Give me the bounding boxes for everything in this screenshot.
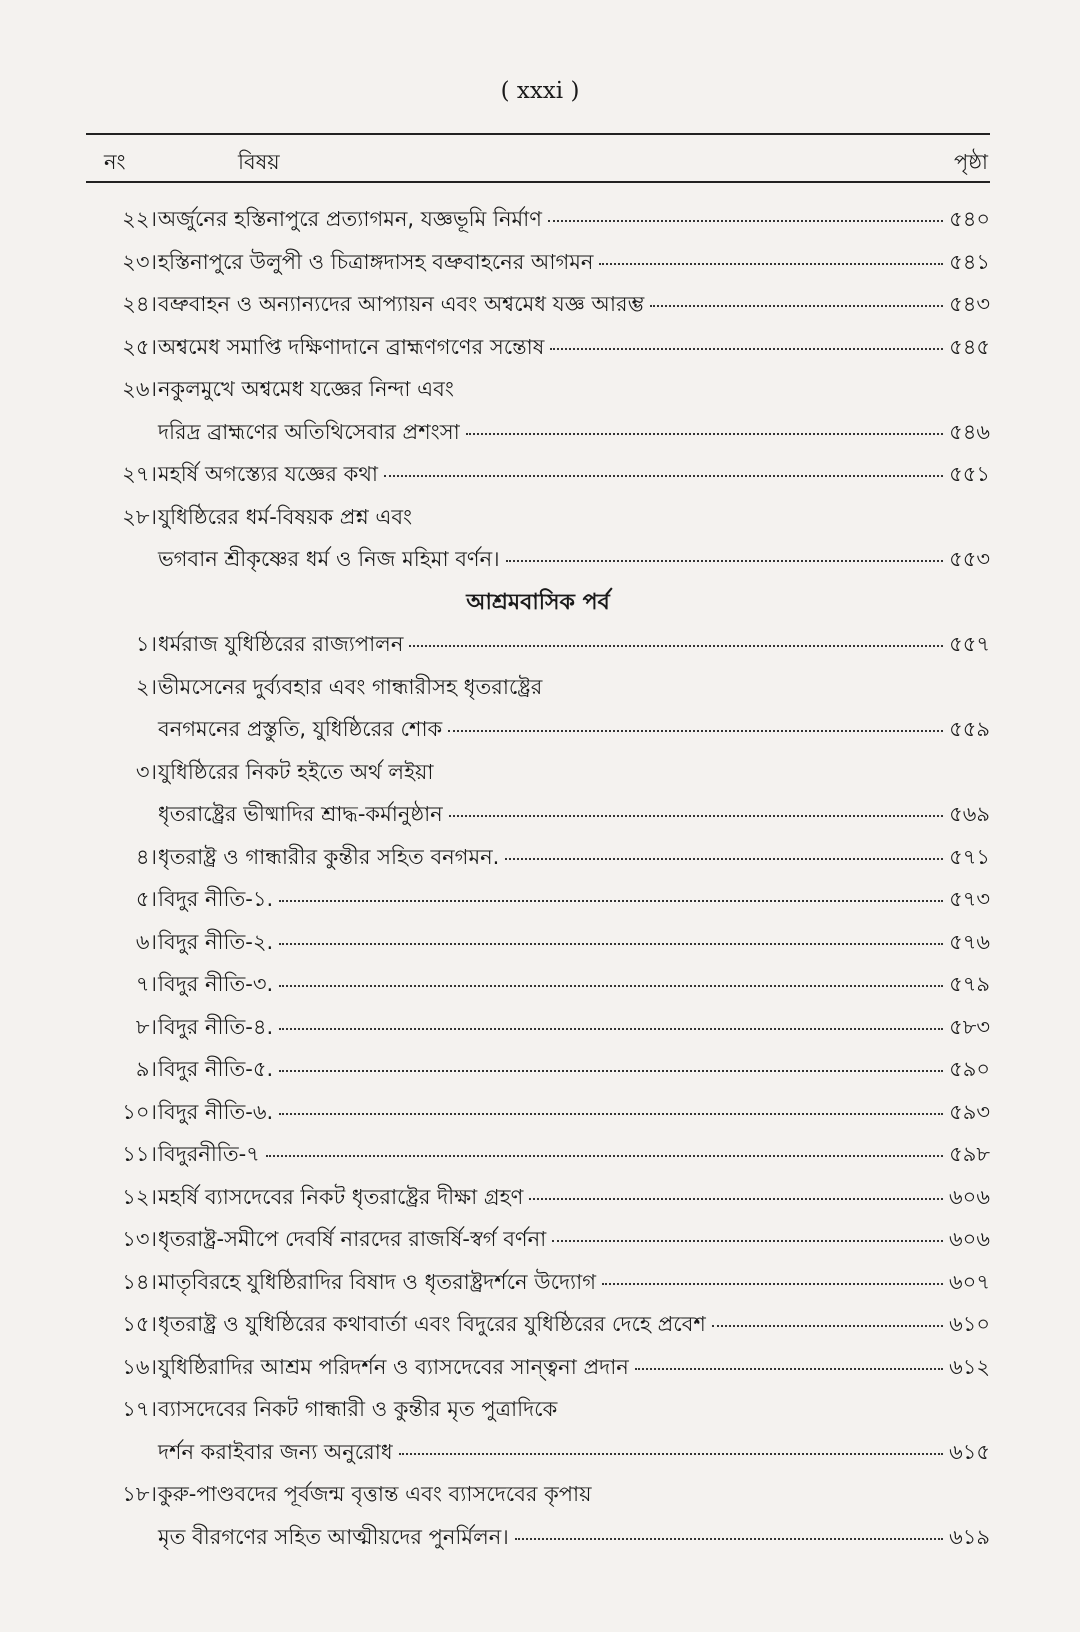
entry-title: বভ্রুবাহন ও অন্যান্যদের আপ্যায়ন এবং অশ্বমেধ যজ্ঞ আরম্ভ — [158, 292, 645, 316]
entry-number: ৫। — [135, 887, 157, 911]
entry-title: মহর্ষি ব্যাসদেবের নিকট ধৃতরাষ্ট্রের দীক্ষা গ্রহণ — [158, 1184, 524, 1209]
entry-number: ৬। — [135, 929, 157, 954]
entry-number: ১৪। — [122, 1269, 157, 1294]
entry-row — [158, 1010, 990, 1044]
entry-row — [158, 1137, 990, 1171]
section-title: আশ্রমবাসিক পর্ব — [466, 589, 610, 615]
entry-page: ৬০৬ — [949, 1227, 990, 1251]
entry-row — [158, 670, 990, 704]
toc-entry-continuation — [86, 710, 990, 753]
entry-page: ৫৪৫ — [949, 334, 990, 359]
entry-page: ৬১০ — [949, 1312, 990, 1336]
entry-number: ১৮। — [122, 1482, 157, 1506]
entry-row — [158, 245, 990, 279]
toc-entry — [86, 1050, 990, 1093]
entry-page: ৬০৭ — [949, 1269, 990, 1294]
entry-number: ৩। — [135, 759, 157, 784]
entry-page: ৫৪১ — [949, 249, 990, 274]
entry-title: মাতৃবিরহে যুধিষ্ঠিরাদির বিষাদ ও ধৃতরাষ্ট্রদর্শনে উদ্যোগ — [158, 1269, 597, 1294]
entry-number: ১৩। — [122, 1227, 157, 1251]
entry-page: ৫৯৮ — [949, 1142, 990, 1166]
toc-entry — [86, 1475, 990, 1518]
entry-row — [158, 1095, 990, 1129]
entry-row — [158, 1435, 990, 1469]
header-top-rule — [86, 133, 990, 135]
toc-entry — [86, 285, 990, 328]
entry-row — [158, 1477, 990, 1511]
toc-entry — [86, 243, 990, 286]
entry-title: কুরু-পাণ্ডবদের পূর্বজন্ম বৃত্তান্ত এবং ব্যাসদেবের কৃপায় — [158, 1482, 592, 1506]
toc-entry — [86, 923, 990, 966]
dot-leader — [279, 985, 943, 987]
entry-number: ২৪। — [122, 292, 157, 316]
dot-leader — [279, 1070, 943, 1072]
dot-leader — [650, 305, 943, 307]
dot-leader — [279, 900, 943, 902]
dot-leader — [712, 1325, 943, 1327]
entry-title: বিদুর নীতি-২. — [158, 929, 274, 954]
entry-title: ধৃতরাষ্ট্র ও গান্ধারীর কুন্তীর সহিত বনগমন. — [158, 844, 500, 869]
entry-title: ভীমসেনের দুর্ব্যবহার এবং গান্ধারীসহ ধৃতরাষ্ট্রের — [158, 674, 543, 699]
entry-page: ৫৪৩ — [949, 292, 990, 316]
entry-title: বিদুর নীতি-৪. — [158, 1014, 274, 1039]
entry-title-continued: মৃত বীরগণের সহিত আত্মীয়দের পুনর্মিলন। — [158, 1524, 509, 1549]
toc-entry — [86, 498, 990, 541]
entry-title: ধর্মরাজ যুধিষ্ঠিরের রাজ্যপালন — [158, 632, 404, 656]
entry-page: ৫৫১ — [949, 462, 990, 486]
dot-leader — [399, 1453, 943, 1455]
entry-title: বিদুরনীতি-৭ — [158, 1142, 260, 1166]
entry-row — [158, 1222, 990, 1256]
entry-title: অশ্বমেধ সমাপ্তি দক্ষিণাদানে ব্রাহ্মণগণের সন্তোষ — [158, 334, 545, 359]
dot-leader — [505, 858, 943, 860]
entry-row — [158, 755, 990, 789]
toc-entry — [86, 1178, 990, 1221]
dot-leader — [548, 220, 943, 222]
dot-leader — [550, 348, 943, 350]
toc-entry — [86, 1263, 990, 1306]
entry-row — [158, 967, 990, 1001]
entry-title-continued: ধৃতরাষ্ট্রের ভীষ্মাদির শ্রাদ্ধ-কর্মানুষ্ঠান — [158, 802, 443, 826]
entry-title-continued: ভগবান শ্রীকৃষ্ণের ধর্ম ও নিজ মহিমা বর্ণন। — [158, 547, 500, 571]
entry-row — [158, 372, 990, 406]
entry-page: ৫৭১ — [949, 844, 990, 869]
entry-page: ৬১২ — [949, 1354, 990, 1379]
entry-number: ৯। — [135, 1057, 157, 1081]
entry-row — [158, 202, 990, 236]
entry-page: ৬০৬ — [949, 1184, 990, 1209]
entry-row — [158, 330, 990, 364]
dot-leader — [552, 1240, 943, 1242]
dot-leader — [449, 815, 943, 817]
entry-row — [158, 712, 990, 746]
toc-entry — [86, 1305, 990, 1348]
entry-page: ৬১৯ — [949, 1524, 990, 1549]
entry-title-continued: দরিদ্র ব্রাহ্মণের অতিথিসেবার প্রশংসা — [158, 419, 460, 444]
entry-row — [158, 1265, 990, 1299]
column-header-subject: বিষয় — [238, 150, 280, 174]
entry-number: ১৭। — [122, 1397, 157, 1421]
entry-row — [158, 925, 990, 959]
dot-leader — [448, 730, 943, 732]
entry-title: ব্যাসদেবের নিকট গান্ধারী ও কুন্তীর মৃত পুত্রাদিকে — [158, 1397, 558, 1421]
entry-row — [158, 1520, 990, 1554]
dot-leader — [635, 1368, 943, 1370]
entry-row — [158, 840, 990, 874]
entry-row — [158, 1392, 990, 1426]
toc-entry-continuation — [86, 413, 990, 456]
entry-title: যুধিষ্ঠিরের ধর্ম-বিষয়ক প্রশ্ন এবং — [158, 504, 413, 529]
column-header-page: পৃষ্ঠা — [953, 150, 988, 174]
entry-page: ৫৪০ — [949, 207, 990, 231]
page-number: ( xxxi ) — [500, 78, 580, 104]
toc-entry — [86, 1220, 990, 1263]
entry-title: মহর্ষি অগস্ত্যের যজ্ঞের কথা — [158, 462, 379, 486]
table-of-contents — [86, 200, 990, 1560]
entry-number: ১০। — [122, 1099, 157, 1124]
entry-title-continued: দর্শন করাইবার জন্য অনুরোধ — [158, 1439, 393, 1464]
toc-entry — [86, 625, 990, 668]
entry-title: ধৃতরাষ্ট্র ও যুধিষ্ঠিরের কথাবার্তা এবং বিদুরের যুধিষ্ঠিরের দেহে প্রবেশ — [158, 1312, 706, 1336]
entry-title-continued: বনগমনের প্রস্তুতি, যুধিষ্ঠিরের শোক — [158, 717, 443, 741]
entry-row — [158, 882, 990, 916]
entry-page: ৫৬৯ — [949, 802, 990, 826]
entry-number: ২৩। — [122, 249, 157, 274]
toc-entry — [86, 880, 990, 923]
entry-number: ২। — [135, 674, 157, 699]
entry-page: ৫৯০ — [949, 1057, 990, 1081]
toc-entry — [86, 965, 990, 1008]
entry-number: ২৮। — [122, 504, 157, 529]
entry-title: বিদুর নীতি-৬. — [158, 1099, 274, 1124]
toc-entry — [86, 370, 990, 413]
toc-entry — [86, 1135, 990, 1178]
entry-page: ৫৪৬ — [949, 419, 990, 444]
toc-entry-continuation — [86, 795, 990, 838]
entry-number: ১২। — [122, 1184, 157, 1209]
entry-row — [158, 1052, 990, 1086]
entry-page: ৫৯৩ — [949, 1099, 990, 1124]
dot-leader — [466, 433, 943, 435]
entry-page: ৫৭৯ — [949, 972, 990, 996]
toc-entry — [86, 838, 990, 881]
toc-entry-continuation — [86, 1518, 990, 1561]
entry-number: ২৭। — [122, 462, 157, 486]
entry-number: ১১। — [122, 1142, 157, 1166]
entry-row — [158, 542, 990, 576]
toc-entry — [86, 328, 990, 371]
entry-page: ৫৭৬ — [949, 929, 990, 954]
dot-leader — [279, 1113, 943, 1115]
dot-leader — [409, 645, 943, 647]
entry-title: অর্জুনের হস্তিনাপুরে প্রত্যাগমন, যজ্ঞভূমি নির্মাণ — [158, 207, 542, 231]
entry-page: ৫৭৩ — [949, 887, 990, 911]
entry-row — [158, 1350, 990, 1384]
toc-entry — [86, 1008, 990, 1051]
entry-number: ১৬। — [122, 1354, 157, 1379]
entry-row — [158, 797, 990, 831]
entry-page: ৫৫৯ — [949, 717, 990, 741]
entry-row — [158, 415, 990, 449]
dot-leader — [266, 1155, 943, 1157]
dot-leader — [279, 1028, 943, 1030]
dot-leader — [602, 1283, 943, 1285]
entry-title: বিদুর নীতি-৩. — [158, 972, 274, 996]
entry-row — [158, 1307, 990, 1341]
entry-row — [158, 627, 990, 661]
entry-page: ৫৮৩ — [949, 1014, 990, 1039]
entry-row — [158, 500, 990, 534]
entry-page: ৫৫৭ — [949, 632, 990, 656]
entry-number: ২৫। — [122, 334, 157, 359]
toc-entry — [86, 753, 990, 796]
entry-row — [158, 1180, 990, 1214]
toc-entry — [86, 1093, 990, 1136]
entry-number: ৭। — [135, 972, 157, 996]
entry-number: ৪। — [135, 844, 157, 869]
toc-entry — [86, 668, 990, 711]
dot-leader — [529, 1198, 943, 1200]
toc-entry — [86, 1390, 990, 1433]
entry-title: যুধিষ্ঠিরাদির আশ্রম পরিদর্শন ও ব্যাসদেবের সান্ত্বনা প্রদান — [158, 1354, 629, 1379]
entry-title: নকুলমুখে অশ্বমেধ যজ্ঞের নিন্দা এবং — [158, 377, 454, 401]
entry-title: বিদুর নীতি-৫. — [158, 1057, 274, 1081]
entry-page: ৬১৫ — [949, 1439, 990, 1464]
header-bottom-rule — [86, 181, 990, 183]
entry-number: ২৬। — [122, 377, 157, 401]
toc-entry — [86, 1348, 990, 1391]
dot-leader — [515, 1538, 943, 1540]
entry-page: ৫৫৩ — [949, 547, 990, 571]
toc-entry-continuation — [86, 1433, 990, 1476]
dot-leader — [384, 475, 943, 477]
entry-title: হস্তিনাপুরে উলুপী ও চিত্রাঙ্গদাসহ বভ্রুবাহনের আগমন — [158, 249, 594, 274]
entry-row — [158, 457, 990, 491]
entry-row — [158, 287, 990, 321]
toc-entry — [86, 455, 990, 498]
entry-title: বিদুর নীতি-১. — [158, 887, 274, 911]
entry-title: যুধিষ্ঠিরের নিকট হইতে অর্থ লইয়া — [158, 759, 434, 784]
column-header-number: নং — [104, 150, 126, 174]
dot-leader — [506, 560, 943, 562]
entry-number: ১৫। — [122, 1312, 157, 1336]
dot-leader — [599, 263, 943, 265]
toc-entry-continuation — [86, 540, 990, 583]
entry-number: ২২। — [122, 207, 157, 231]
entry-number: ১। — [135, 632, 157, 656]
dot-leader — [279, 943, 943, 945]
entry-title: ধৃতরাষ্ট্র-সমীপে দেবর্ষি নারদের রাজর্ষি-স্বর্গ বর্ণনা — [158, 1227, 547, 1251]
toc-entry — [86, 200, 990, 243]
entry-number: ৮। — [135, 1014, 157, 1039]
